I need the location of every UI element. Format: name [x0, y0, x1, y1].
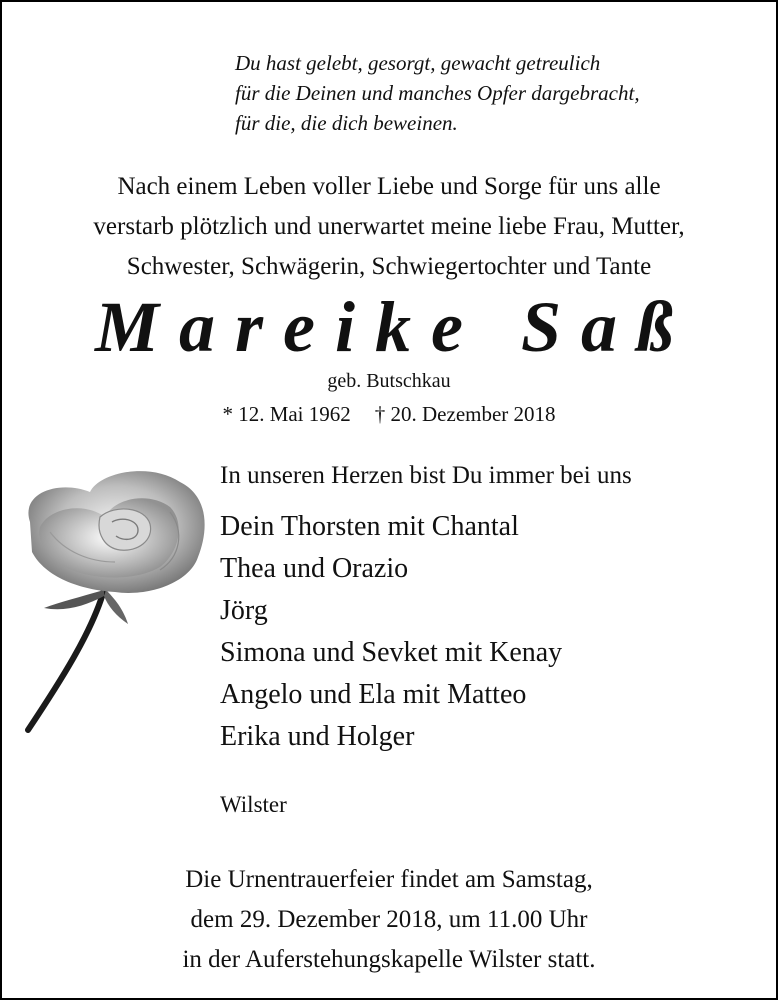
mourner-line: Angelo und Ela mit Matteo [220, 679, 527, 710]
mourner-line: Thea und Orazio [220, 553, 409, 584]
service-line: Die Urnentrauerfeier findet am Samstag, [185, 866, 593, 893]
mourner-line: Simona und Sevket mit Kenay [220, 637, 563, 668]
place-name: Wilster [220, 792, 287, 817]
poem [235, 48, 640, 138]
deceased-name: Mareike Saß [95, 287, 693, 367]
intro-line: verstarb plötzlich und unerwartet meine liebe Frau, Mutter, [93, 213, 685, 240]
motto: In unseren Herzen bist Du immer bei uns [220, 462, 632, 489]
service-line: dem 29. Dezember 2018, um 11.00 Uhr [190, 906, 588, 933]
intro-line: Nach einem Leben voller Liebe und Sorge für uns alle [117, 173, 661, 200]
life-dates [2, 399, 776, 429]
intro-text [2, 167, 776, 287]
service-announcement [2, 860, 776, 980]
mourner-line: Erika und Holger [220, 721, 415, 752]
birth-date: * 12. Mai 1962 [222, 402, 351, 426]
poem-line: für die, die dich beweinen. [235, 111, 458, 135]
intro-line: Schwester, Schwägerin, Schwiegertochter und Tante [126, 253, 652, 280]
mourner-line: Jörg [220, 595, 268, 626]
service-line: in der Auferstehungskapelle Wilster statt. [182, 946, 596, 973]
rose-illustration [20, 462, 210, 737]
poem-line: für die Deinen und manches Opfer dargebracht, [235, 81, 640, 105]
poem-line: Du hast gelebt, gesorgt, gewacht getreulich [235, 51, 601, 75]
death-date: † 20. Dezember 2018 [374, 402, 556, 426]
mourner-line: Dein Thorsten mit Chantal [220, 511, 519, 542]
mourners-list [220, 506, 562, 758]
maiden-name: geb. Butschkau [327, 370, 451, 392]
